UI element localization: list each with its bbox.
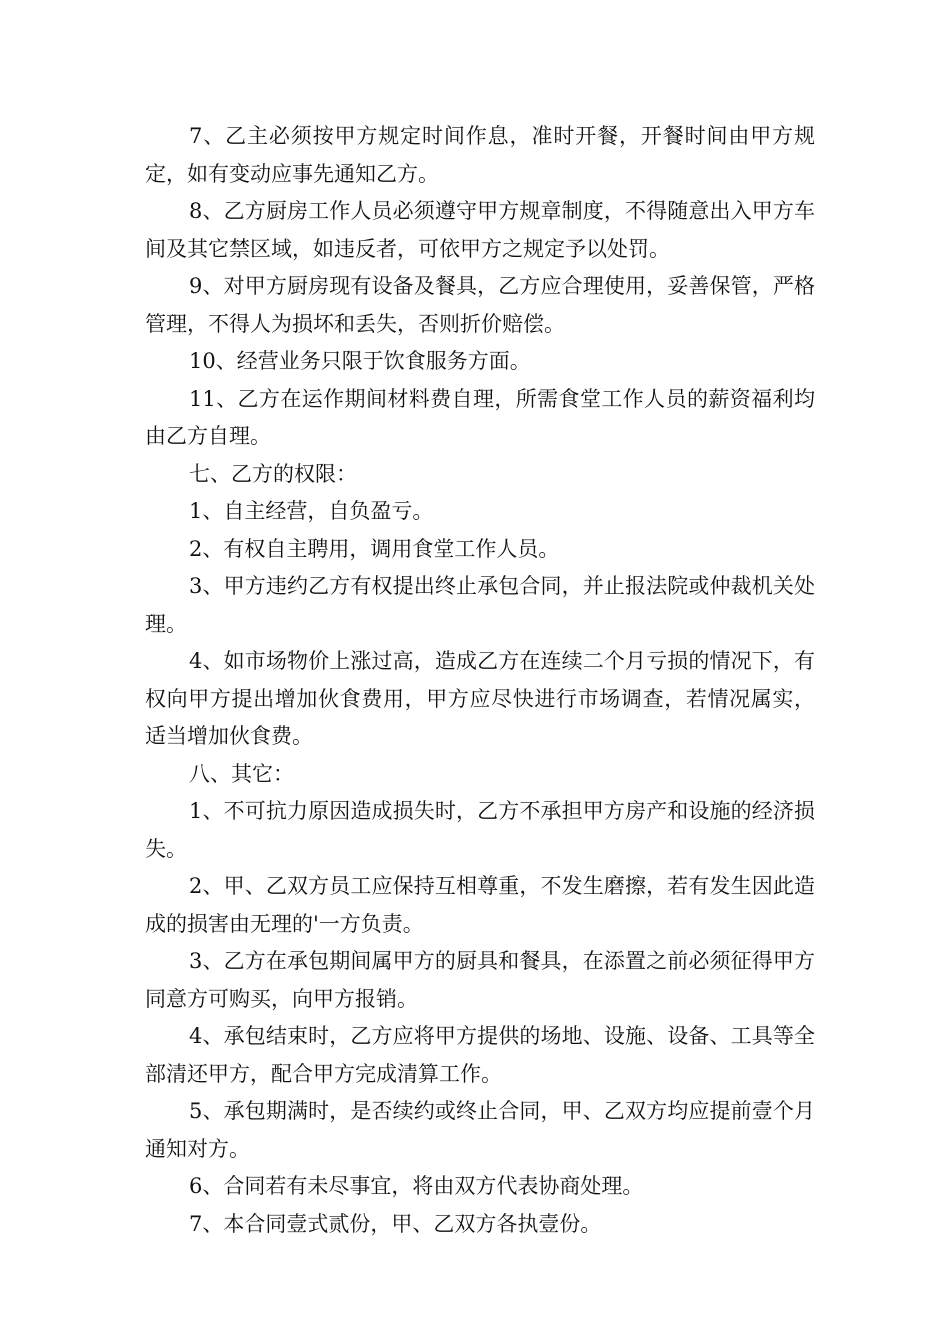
clause-11-material-costs: 11、乙方在运作期间材料费自理，所需食堂工作人员的薪资福利均由乙方自理。 — [145, 386, 815, 448]
rights-item-3: 3、甲方违约乙方有权提出终止承包合同，并止报法院或仲裁机关处理。 — [145, 574, 815, 636]
other-item-1: 1、不可抗力原因造成损失时，乙方不承担甲方房产和设施的经济损失。 — [145, 799, 815, 861]
section-8-heading: 八、其它： — [189, 761, 294, 786]
rights-item-1: 1、自主经营，自负盈亏。 — [189, 499, 434, 523]
clause-9-equipment-care: 9、对甲方厨房现有设备及餐具，乙方应合理使用，妥善保管，严格管理，不得人为损坏和丢失，否则折价赔偿。 — [145, 274, 815, 336]
clause-10-business-scope: 10、经营业务只限于饮食服务方面。 — [189, 349, 531, 373]
rights-item-4: 4、如市场物价上涨过高，造成乙方在连续二个月亏损的情况下，有权向甲方提出增加伙食费用，甲方应尽快进行市场调查，若情况属实，适当增加伙食费。 — [145, 649, 815, 748]
other-item-4: 4、承包结束时，乙方应将甲方提供的场地、设施、设备、工具等全部清还甲方，配合甲方完成清算工作。 — [145, 1024, 815, 1086]
other-item-5: 5、承包期满时，是否续约或终止合同，甲、乙双方均应提前壹个月通知对方。 — [145, 1099, 815, 1161]
other-item-2: 2、甲、乙双方员工应保持互相尊重，不发生磨擦，若有发生因此造成的损害由无理的'一方负责。 — [145, 874, 815, 936]
other-item-6: 6、合同若有未尽事宜，将由双方代表协商处理。 — [189, 1174, 644, 1198]
other-item-3: 3、乙方在承包期间属甲方的厨具和餐具，在添置之前必须征得甲方同意方可购买，向甲方报销。 — [145, 949, 815, 1011]
section-7-heading: 七、乙方的权限： — [189, 461, 357, 486]
rights-item-2: 2、有权自主聘用，调用食堂工作人员。 — [189, 536, 560, 561]
other-item-7: 7、本合同壹式贰份，甲、乙双方各执壹份。 — [189, 1211, 602, 1236]
clause-8-kitchen-staff-rules: 8、乙方厨房工作人员必须遵守甲方规章制度，不得随意出入甲方车间及其它禁区域，如违反者，可依甲方之规定予以处罚。 — [145, 199, 815, 261]
document-body — [145, 118, 815, 1243]
clause-7-work-schedule: 7、乙主必须按甲方规定时间作息，准时开餐，开餐时间由甲方规定，如有变动应事先通知乙方。 — [145, 124, 815, 186]
